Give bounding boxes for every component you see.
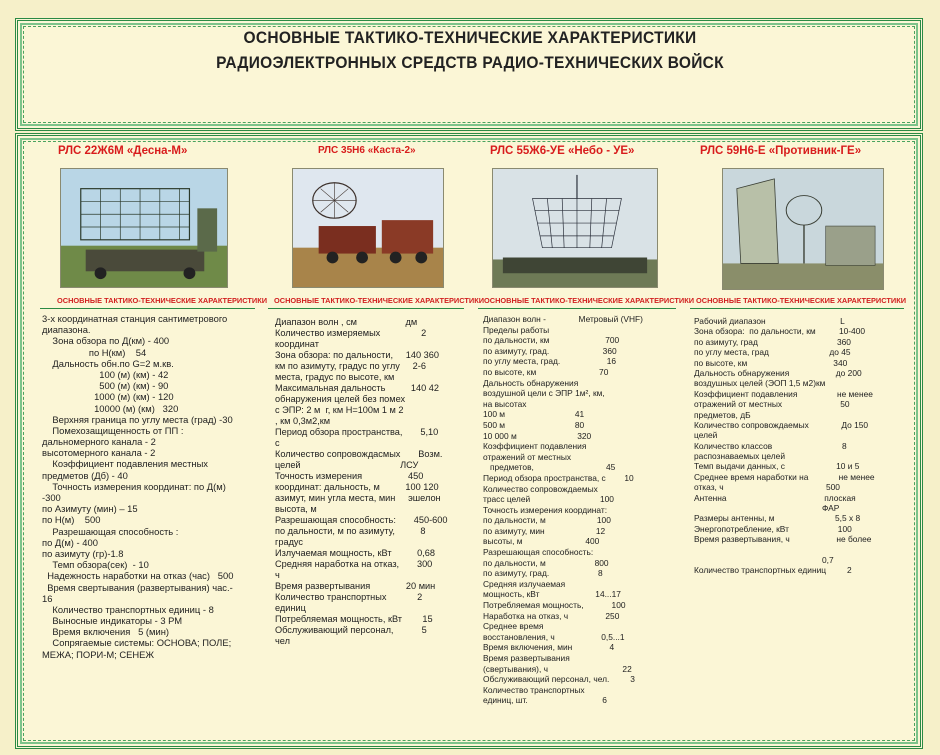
spec-line: Пределы работы	[483, 324, 550, 335]
spec-line: (свертывания), ч 22	[483, 663, 632, 674]
spec-line: Дальность обнаружения	[483, 377, 579, 388]
spec-line: по азимуту, град. 360	[483, 345, 617, 356]
spec-line: отражений от местных	[483, 451, 572, 462]
spec-line: по дальности, м по азимуту, 8	[275, 526, 426, 536]
spec-line: 100 (м) (км) - 42	[42, 368, 169, 380]
spec-line: Точность измерения координат: по Д(м)	[42, 480, 226, 492]
spec-line	[694, 545, 875, 555]
spec-line: отказ, ч 500	[694, 482, 840, 493]
spec-line: ч	[275, 570, 280, 580]
spec-line: мощность, кВт 14...17	[483, 589, 621, 600]
spec-line: распознаваемых целей	[694, 451, 785, 462]
spec-line: координат	[275, 339, 319, 349]
spec-line: по азимуту, град. 8	[483, 568, 603, 579]
spec-line: единиц	[275, 603, 306, 613]
spec-line: Количество классов 8	[694, 440, 847, 451]
spec-line: восстановления, ч 0,5...1	[483, 631, 625, 642]
spec-line: по Н(км) 54	[42, 346, 147, 358]
spec-line: Период обзора пространства, с 10	[483, 472, 634, 483]
spec-line: Время включения 5 (мин)	[42, 626, 170, 638]
spec-line: азимут, мин угла места, мин эшелон	[275, 493, 441, 503]
spec-line: по углу места, град. 16	[483, 356, 617, 367]
poster-title-line2: РАДИОЭЛЕКТРОННЫХ СРЕДСТВ РАДИО-ТЕХНИЧЕСКИХ ВОЙСК	[216, 54, 724, 72]
spec-line: по дальности, м 800	[483, 557, 609, 568]
spec-line: Количество транспортных единиц - 8	[42, 603, 214, 615]
radar-59n6-photo	[722, 168, 884, 290]
spec-line: Разрешающая способность :	[42, 525, 179, 537]
column-3-spec-list	[483, 314, 643, 706]
column-4-radar-name: РЛС 59Н6-Е «Противник-ГЕ»	[700, 145, 862, 157]
spec-line: Время развертывания, ч не более	[694, 534, 872, 545]
radar-35n6-photo	[292, 168, 444, 288]
spec-line: предметов, дБ	[694, 409, 751, 420]
spec-line: по высоте, км 70	[483, 366, 609, 377]
spec-line: целей ЛСУ	[275, 460, 419, 470]
spec-line: диапазона.	[42, 324, 91, 336]
spec-line: 500 (м) (км) - 90	[42, 380, 169, 392]
spec-line: Средняя наработка на отказ, 300	[275, 559, 433, 569]
spec-line: на высотах	[483, 398, 527, 409]
spec-line: Обслуживающий персонал, 5	[275, 625, 427, 635]
spec-line: МЕЖА; ПОРИ-М; СЕНЕЖ	[42, 648, 155, 660]
spec-line: отражений от местных 50	[694, 399, 850, 410]
spec-line: Коэффициент подавления	[483, 441, 587, 452]
spec-line: предметов (Дб) - 40	[42, 469, 128, 481]
spec-line: 10 000 м 320	[483, 430, 592, 441]
spec-line: Дальность обнаружения до 200	[694, 367, 862, 378]
column-4-separator	[690, 308, 904, 309]
spec-line: дальномерного канала - 2	[42, 436, 156, 448]
spec-line: по азимуту, мин 12	[483, 525, 606, 536]
spec-line: Период обзора пространства, 5,10	[275, 427, 439, 437]
spec-line: Размеры антенны, м 5,5 х 8	[694, 513, 861, 524]
column-1-radar-name: РЛС 22Ж6М «Десна-М»	[58, 145, 188, 157]
spec-line: целей	[694, 430, 718, 441]
spec-line: чел	[275, 636, 290, 646]
spec-line: высота, м	[275, 504, 317, 514]
spec-line: высоты, м 400	[483, 536, 600, 547]
column-4-subhead: ОСНОВНЫЕ ТАКТИКО-ТЕХНИЧЕСКИЕ ХАРАКТЕРИСТИКИ	[696, 296, 907, 305]
spec-line: по азимуту (гр)-1.8	[42, 547, 124, 559]
spec-line: предметов, 45	[483, 462, 616, 473]
spec-line: координат: дальность, м 100 120	[275, 482, 439, 492]
spec-line: Время свертывания (развертывания) час.-	[42, 581, 233, 593]
spec-line: Сопрягаемые системы: ОСНОВА; ПОЛЕ;	[42, 637, 232, 649]
spec-line: Верхняя граница по углу места (град) -30	[42, 413, 233, 425]
spec-line: ФАР	[694, 503, 840, 514]
spec-line: Максимальная дальность 140 42	[275, 383, 440, 393]
spec-line: Зона обзора по Д(км) - 400	[42, 335, 170, 347]
spec-line: Диапазон волн - Метровый (VHF)	[483, 314, 643, 324]
spec-line: трасс целей 100	[483, 494, 614, 505]
spec-line: места, градус по высоте, км	[275, 372, 395, 382]
spec-line: Количество сопровождаемых	[483, 483, 598, 494]
spec-line: по Д(м) - 400	[42, 536, 98, 548]
spec-line: Помехозащищенность от ПП :	[42, 424, 184, 436]
spec-line: 100 м 41	[483, 409, 585, 420]
spec-line: Разрешающая способность: 450-600	[275, 515, 448, 525]
spec-line: 16	[42, 592, 53, 604]
spec-line: Точность измерения координат:	[483, 504, 608, 515]
column-2-separator	[268, 308, 464, 309]
spec-line: по азимуту, град 360	[694, 336, 851, 347]
spec-line: воздушной цели с ЭПР 1м², км,	[483, 388, 605, 399]
radar-22zh6m-photo	[60, 168, 228, 288]
spec-line: по Азимуту (мин) – 15	[42, 503, 138, 515]
spec-line: Количество транспортных 2	[275, 592, 423, 602]
spec-line: Количество сопровождасмых Возм.	[275, 449, 443, 459]
column-1-separator	[40, 308, 255, 309]
spec-line: градус	[275, 537, 304, 547]
spec-line: по Н(м) 500	[42, 514, 101, 526]
spec-line: км по азимуту, градус по углу 2-6	[275, 361, 426, 371]
spec-line: Наработка на отказ, ч 250	[483, 610, 620, 621]
spec-line: 10000 (м) (км) 320	[42, 402, 179, 414]
spec-line: обнаружения целей без помех	[275, 394, 406, 404]
spec-line: по высоте, км 340	[694, 357, 848, 368]
spec-line: по дальности, км 700	[483, 335, 620, 346]
spec-line: воздушных целей (ЭОП 1,5 м2)км	[694, 378, 826, 389]
spec-line: Коэффициент подавления не менее	[694, 388, 873, 399]
column-1-subhead: ОСНОВНЫЕ ТАКТИКО-ТЕХНИЧЕСКИЕ ХАРАКТЕРИСТИКИ	[57, 296, 268, 305]
spec-line: Потребляемая мощность, 100	[483, 600, 626, 611]
radar-55zh6-photo	[492, 168, 658, 288]
poster-title-line1: ОСНОВНЫЕ ТАКТИКО-ТЕХНИЧЕСКИЕ ХАРАКТЕРИСТИКИ	[243, 29, 697, 47]
spec-line: Количество измеряемых 2	[275, 328, 427, 338]
spec-line: с	[275, 438, 280, 448]
spec-line: Среднее время	[483, 621, 544, 632]
spec-line: Потребляемая мощность, кВт 15	[275, 614, 433, 624]
spec-line: Точность измерения 450	[275, 471, 424, 481]
spec-line: Излучаемая мощность, кВт 0,68	[275, 548, 435, 558]
spec-line: Зона обзора: по дальности, км 10-400	[694, 326, 866, 337]
spec-line: Коэффициент подавления местных	[42, 458, 208, 470]
column-4-spec-list	[694, 316, 875, 576]
spec-line: Темп выдачи данных, с 10 и 5	[694, 461, 860, 472]
spec-line: Зона обзора: по дальности, 140 360	[275, 350, 440, 360]
spec-line: Количество сопровождаемых До 150	[694, 419, 869, 430]
spec-line: Темп обзора(сек) - 10	[42, 559, 149, 571]
spec-line: 500 м 80	[483, 419, 585, 430]
spec-line: Рабочий диапазон L	[694, 316, 845, 326]
spec-line: 3-х координатная станция сантиметрового	[42, 313, 228, 324]
column-3-separator	[478, 308, 676, 309]
spec-line: Разрешающая способность:	[483, 547, 594, 558]
spec-line: Время развертывания	[483, 653, 570, 663]
spec-line: Время развертывания 20 мин	[275, 581, 436, 591]
spec-line: Время включения, мин 4	[483, 642, 615, 653]
spec-line: 0,7	[694, 554, 834, 565]
spec-line: Энергопотребление, кВт 100	[694, 523, 852, 534]
spec-line: 1000 (м) (км) - 120	[42, 391, 174, 403]
spec-line: Надежность наработки на отказ (час) 500	[42, 570, 234, 582]
spec-line: Среднее время наработки на не менее	[694, 471, 875, 482]
spec-line: Количество транспортных единиц 2	[694, 565, 852, 576]
spec-line: Антенна плоская	[694, 492, 856, 503]
spec-line: по углу места, град до 45	[694, 347, 851, 358]
spec-line: по дальности, м 100	[483, 515, 611, 526]
spec-line: , км 0,3м2,км	[275, 416, 331, 426]
column-1-spec-list	[42, 313, 233, 660]
spec-line: Количество транспортных	[483, 684, 585, 695]
column-3-radar-name: РЛС 55Ж6-УЕ «Небо - УЕ»	[490, 145, 635, 157]
spec-line: -300	[42, 492, 61, 503]
column-2-radar-name: РЛС 35Н6 «Каста-2»	[318, 145, 416, 156]
spec-line: Обслуживающий персонал, чел. 3	[483, 674, 635, 685]
spec-line: высотомерного канала - 2	[42, 447, 156, 459]
column-2-spec-list	[275, 317, 448, 647]
spec-line: Дальность обн.по G=2 м.кв.	[42, 357, 174, 369]
spec-line: Средняя излучаемая	[483, 578, 566, 589]
spec-line: с ЭПР: 2 м г, км Н=100м 1 м 2	[275, 405, 404, 415]
column-2-subhead: ОСНОВНЫЕ ТАКТИКО-ТЕХНИЧЕСКИЕ ХАРАКТЕРИСТИКИ	[274, 296, 485, 305]
spec-line: Выносные индикаторы - 3 РМ	[42, 615, 183, 627]
spec-line: Диапазон волн , см дм	[275, 317, 418, 327]
spec-line: единиц, шт. 6	[483, 695, 607, 706]
column-3-subhead: ОСНОВНЫЕ ТАКТИКО-ТЕХНИЧЕСКИЕ ХАРАКТЕРИСТИКИ	[484, 296, 695, 305]
